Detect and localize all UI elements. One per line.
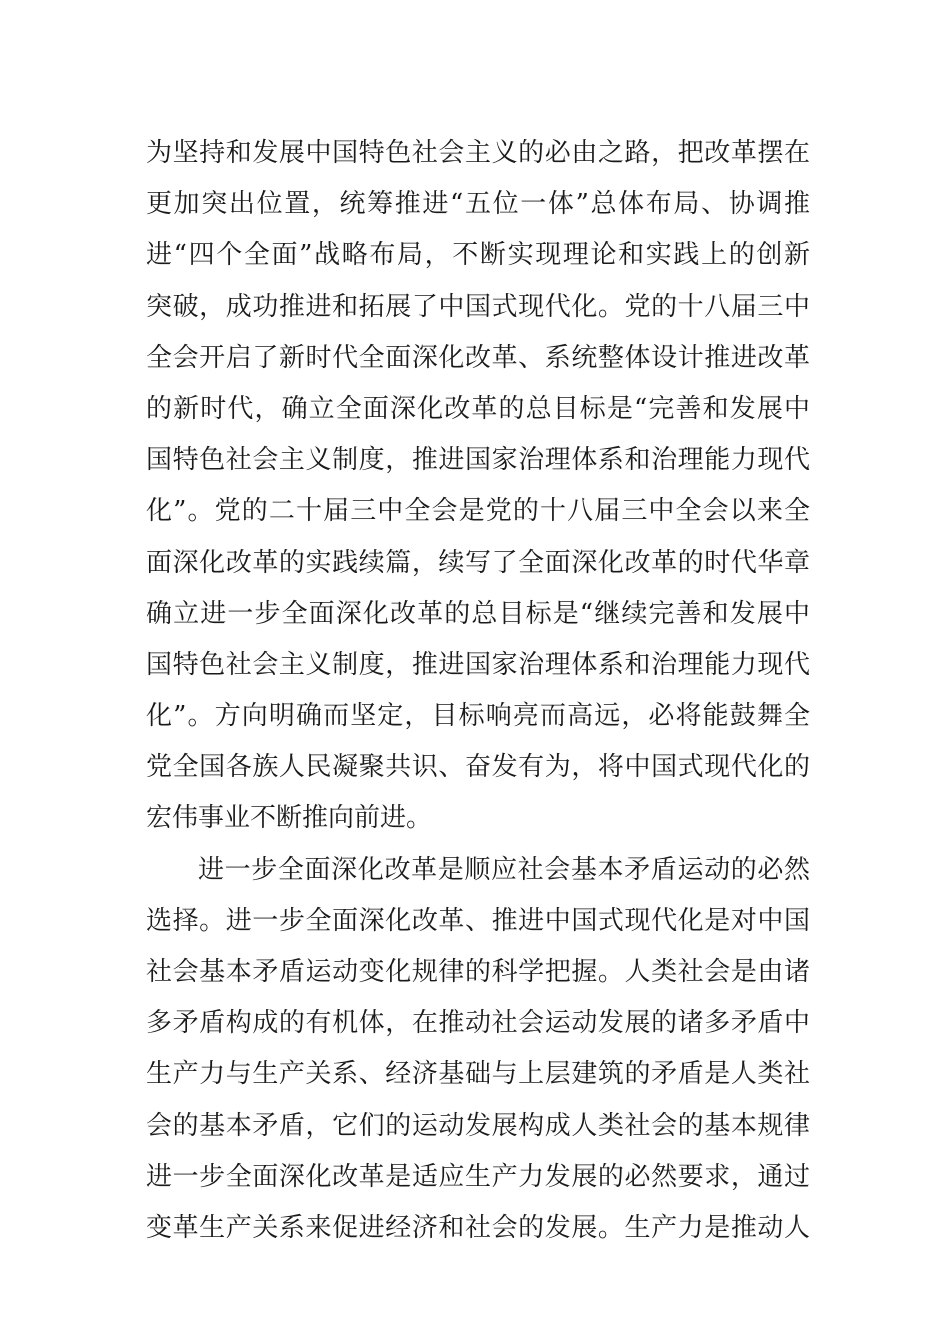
text-line: 生产力与生产关系、经济基础与上层建筑的矛盾是人类社 [146, 1059, 810, 1090]
text-line: 突破，成功推进和拓展了中国式现代化。党的十八届三中 [146, 291, 810, 322]
text-line: 选择。进一步全面深化改革、推进中国式现代化是对中国 [146, 905, 810, 936]
paragraph-2 [146, 850, 810, 1260]
text-line: 化”。方向明确而坚定，目标响亮而高远，必将能鼓舞全 [146, 701, 810, 732]
text-line: 社会基本矛盾运动变化规律的科学把握。人类社会是由诸 [146, 957, 810, 987]
text-line: 进一步全面深化改革是适应生产力发展的必然要求，通过 [146, 1161, 810, 1192]
text-line: 国特色社会主义制度，推进国家治理体系和治理能力现代 [146, 445, 810, 476]
text-line: 多矛盾构成的有机体，在推动社会运动发展的诸多矛盾中 [146, 1008, 810, 1039]
text-line: 宏伟事业不断推向前进。 [146, 803, 433, 834]
text-line: 的新时代，确立全面深化改革的总目标是“完善和发展中 [146, 393, 810, 424]
text-line: 党全国各族人民凝聚共识、奋发有为，将中国式现代化的 [146, 752, 810, 783]
text-line: 变革生产关系来促进经济和社会的发展。生产力是推动人 [146, 1212, 810, 1243]
text-line: 会的基本矛盾，它们的运动发展构成人类社会的基本规律 [146, 1110, 810, 1141]
text-line: 进一步全面深化改革是顺应社会基本矛盾运动的必然 [198, 854, 810, 885]
paragraph-1 [146, 133, 810, 850]
text-line: 更加突出位置，统筹推进“五位一体”总体布局、协调推 [146, 189, 810, 220]
body-text [146, 133, 810, 1259]
text-line: 国特色社会主义制度，推进国家治理体系和治理能力现代 [146, 649, 810, 680]
text-line: 确立进一步全面深化改革的总目标是“继续完善和发展中 [146, 598, 810, 629]
text-line: 进“四个全面”战略布局，不断实现理论和实践上的创新 [146, 240, 810, 271]
text-line: 为坚持和发展中国特色社会主义的必由之路，把改革摆在 [146, 138, 810, 168]
text-line: 全会开启了新时代全面深化改革、系统整体设计推进改革 [146, 342, 810, 373]
text-line: 化”。党的二十届三中全会是党的十八届三中全会以来全 [146, 496, 810, 527]
text-line: 面深化改革的实践续篇，续写了全面深化改革的时代华章 [146, 547, 810, 578]
